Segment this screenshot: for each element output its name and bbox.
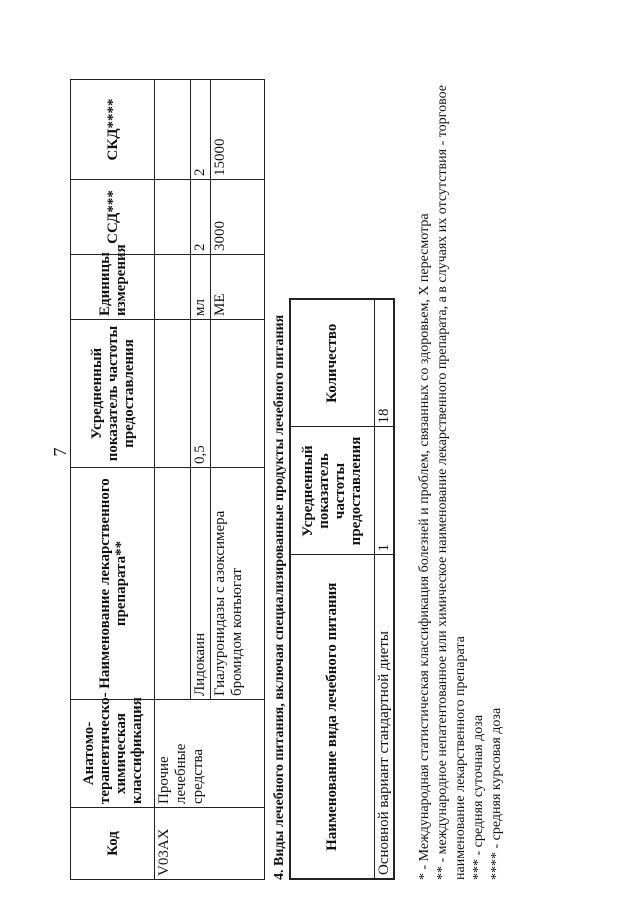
cell-units: МЕ	[211, 255, 265, 320]
section-title: 4. Виды лечебного питания, включая специализированные продукты лечебного питания	[272, 314, 287, 880]
diet-table-header-row	[290, 299, 374, 879]
cell-units: мл	[191, 255, 211, 320]
cell-drug-name: Гиалуронидазы с азоксимера бромидом конъюгат	[211, 468, 265, 700]
footnote: ** - международное непатентованное или химическое наименование лекарственного препарата, а в случаях их отсутствия - торговое наименование лекарственного препарата	[435, 85, 468, 880]
cell-frequency: 0,5	[191, 320, 211, 468]
cell-diet-frequency: 1	[374, 427, 394, 555]
table-row	[374, 299, 394, 879]
drug-table-header-row	[71, 80, 155, 880]
cell-frequency	[155, 320, 191, 468]
header-diet-quantity: Количество	[290, 299, 374, 427]
header-diet-frequency: Усредненный показатель частоты предоставления	[290, 427, 374, 555]
footnotes	[416, 80, 506, 880]
cell-drug-name: Лидокаин	[191, 468, 211, 700]
cell-frequency	[211, 320, 265, 468]
cell-diet-quantity: 18	[374, 299, 394, 427]
cell-ssd: 2	[191, 180, 211, 255]
cell-atc: Прочие лечебные средства	[155, 700, 265, 808]
cell-ssd	[155, 180, 191, 255]
header-ssd: ССД***	[71, 180, 155, 255]
cell-skd: 2	[191, 80, 211, 180]
page-number: 7	[50, 447, 70, 457]
header-code: Код	[71, 808, 155, 880]
header-units: Единицы измерения	[71, 255, 155, 320]
drug-table	[70, 79, 265, 880]
footnote: *** - средняя суточная доза	[471, 714, 486, 880]
cell-drug-name	[155, 468, 191, 700]
cell-diet-name: Основной вариант стандартной диеты	[374, 555, 394, 879]
cell-ssd: 3000	[211, 180, 265, 255]
cell-skd: 15000	[211, 80, 265, 180]
diet-table	[289, 298, 395, 880]
header-drug-name: Наименование лекарственного препарата**	[71, 468, 155, 700]
cell-units	[155, 255, 191, 320]
footnote: * - Международная статистическая классификация болезней и проблем, связанных со здоровьем, X пересмотра	[417, 213, 432, 880]
rotated-content	[70, 80, 610, 880]
cell-skd	[155, 80, 191, 180]
header-frequency: Усредненный показатель частоты предоставления	[71, 320, 155, 468]
table-row	[155, 80, 191, 880]
cell-code: V03AX	[155, 808, 265, 880]
header-skd: СКД****	[71, 80, 155, 180]
header-atc: Анатомо-терапевтическо-химическая классификация	[71, 700, 155, 808]
footnote: **** - средняя курсовая доза	[489, 707, 504, 880]
header-diet-name: Наименование вида лечебного питания	[290, 555, 374, 879]
